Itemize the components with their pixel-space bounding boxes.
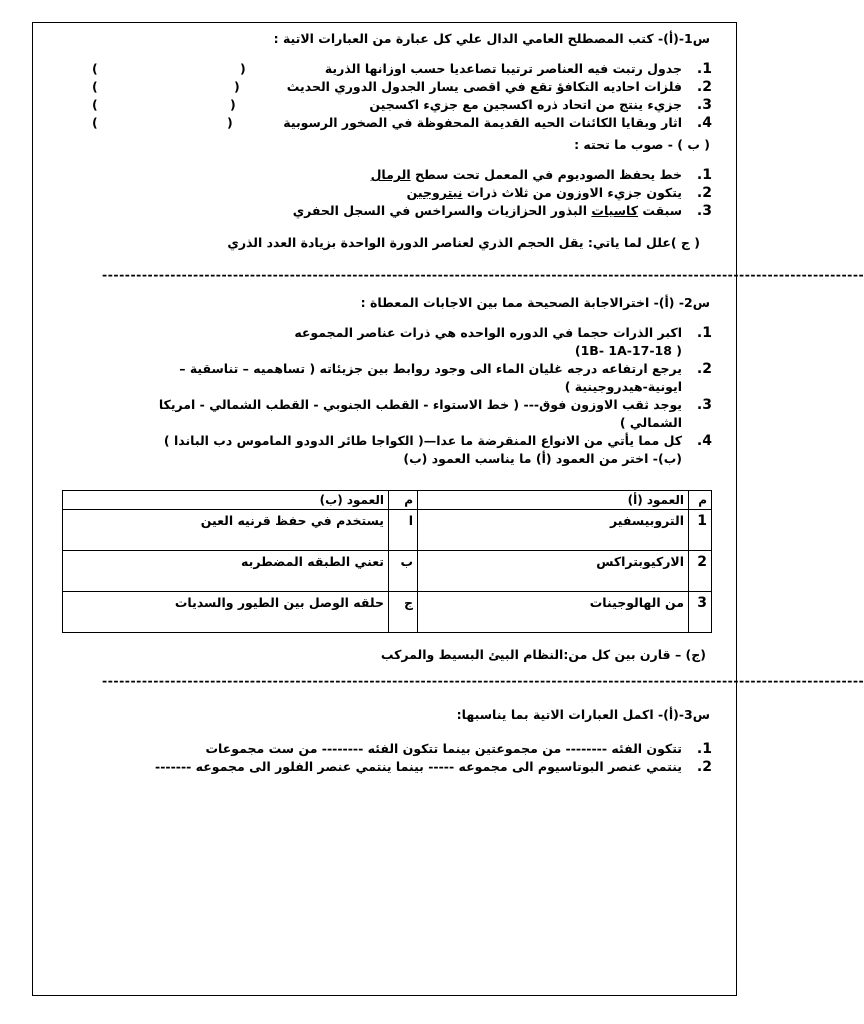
table-row: 1 التروبيسفير ا يستخدم في حفظ قرنيه العين — [63, 510, 712, 551]
table-header-row — [63, 491, 712, 510]
q3-item-2: 2. ينتمي عنصر البوتاسيوم الى مجموعه ----- بينما ينتمي عنصر الفلور الى مجموعه ------- — [155, 759, 712, 775]
matching-table-wrap — [62, 490, 712, 650]
blank-open: ( — [234, 79, 240, 94]
q2-item-2-options: ايونية-هيدروجينية ) — [564, 379, 682, 394]
q1-a-item-1: 1. جدول رتبت فيه العناصر ترتيبا تصاعديا حسب اوزانها الذرية ( ) — [92, 61, 712, 77]
q3-item-1: 1. تتكون الفئه -------- من مجموعتين بينما تتكون الفئه -------- من ست مجموعات — [205, 741, 712, 757]
table-row: 2 الاركيوبتراكس ب تعني الطبقه المضطربه — [63, 551, 712, 592]
header-col-b: العمود (ب) — [63, 491, 389, 510]
q1-b-item-3: 3. سبقت كاسيات البذور الحزازيات والسراخس في السجل الحفري — [292, 203, 712, 219]
header-m2: م — [389, 491, 418, 510]
q3-a-heading: س3-(أ)- اكمل العبارات الاتية بما يناسبها: — [456, 707, 710, 722]
q2-item-1: 1. اكبر الذرات حجما في الدوره الواحده هي ذرات عناصر المجموعه — [294, 325, 712, 341]
q2-b-heading: (ب)- اختر من العمود (أ) ما يناسب العمود (ب) — [403, 451, 682, 466]
table-row: 3 من الهالوجينات ج حلقه الوصل بين الطيور والسديات — [63, 592, 712, 633]
underlined-word: الرمال — [370, 167, 411, 182]
header-col-a: العمود (أ) — [418, 491, 689, 510]
blank-open: ( — [240, 61, 246, 76]
q1-b-heading: ( ب ) - صوب ما تحته : — [574, 137, 710, 152]
q1-c-question: ( ج )علل لما ياتي: يقل الحجم الذري لعناصر الدورة الواحدة بزيادة العدد الذري — [227, 235, 700, 250]
q1-b-item-1: 1. خط يحفظ الصوديوم في المعمل تحت سطح الرمال — [370, 167, 712, 183]
q1-a-item-2: 2. فلزات احاديه التكافؤ تقع في اقصى يسار الجدول الدوري الحديث ( ) — [92, 79, 712, 95]
q2-c-question: (ج) – قارن بين كل من:النظام البيئ البسيط والمركب — [380, 647, 706, 662]
exam-page — [62, 30, 864, 776]
underlined-word: كاسيات — [591, 203, 639, 218]
blank-close: ) — [92, 97, 98, 112]
blank-open: ( — [227, 115, 233, 130]
separator-2: -------------------------------------------------------------------------------------------------------------------------------------- — [102, 673, 864, 688]
header-m1: م — [689, 491, 712, 510]
separator-1: -------------------------------------------------------------------------------------------------------------------------------------- — [102, 267, 864, 282]
q2-a-heading: س2- (أ)- اخترالاجابة الصحيحة مما بين الاجابات المعطاة : — [360, 295, 710, 310]
q2-item-1-options: ( 1B- 1A-17-18) — [574, 343, 682, 358]
blank-close: ) — [92, 61, 98, 76]
blank-close: ) — [92, 79, 98, 94]
q1-a-item-3: 3. جزيء ينتج من اتحاد ذره اكسجين مع جزيء اكسجين ( ) — [92, 97, 712, 113]
matching-table — [62, 490, 712, 633]
blank-close: ) — [92, 115, 98, 130]
blank-open: ( — [230, 97, 236, 112]
q2-item-3: 3. يوجد ثقب الاوزون فوق--- ( خط الاستواء - القطب الجنوبي - القطب الشمالي - امريكا — [158, 397, 712, 413]
q1-a-heading: س1-(أ)- كتب المصطلح العامي الدال علي كل عبارة من العبارات الاتية : — [273, 31, 710, 46]
q1-b-item-2: 2. يتكون جزيء الاوزون من ثلاث ذرات نيتروجين — [406, 185, 712, 201]
q2-item-2: 2. يرجع ارتفاعه درجه غليان الماء الى وجود روابط بين جزيئاته ( تساهميه – تناسقية – — [179, 361, 712, 377]
q2-item-3-options: الشمالي ) — [619, 415, 682, 430]
q2-item-4: 4. كل مما يأتي من الانواع المنقرضة ما عدا—( الكواجا طائر الدودو الماموس دب الباندا ) — [163, 433, 712, 449]
q1-a-item-4: 4. اثار وبقايا الكائنات الحيه القديمة المحفوظة في الصخور الرسوبية ( ) — [92, 115, 712, 131]
underlined-word: نيتروجين — [406, 185, 463, 200]
